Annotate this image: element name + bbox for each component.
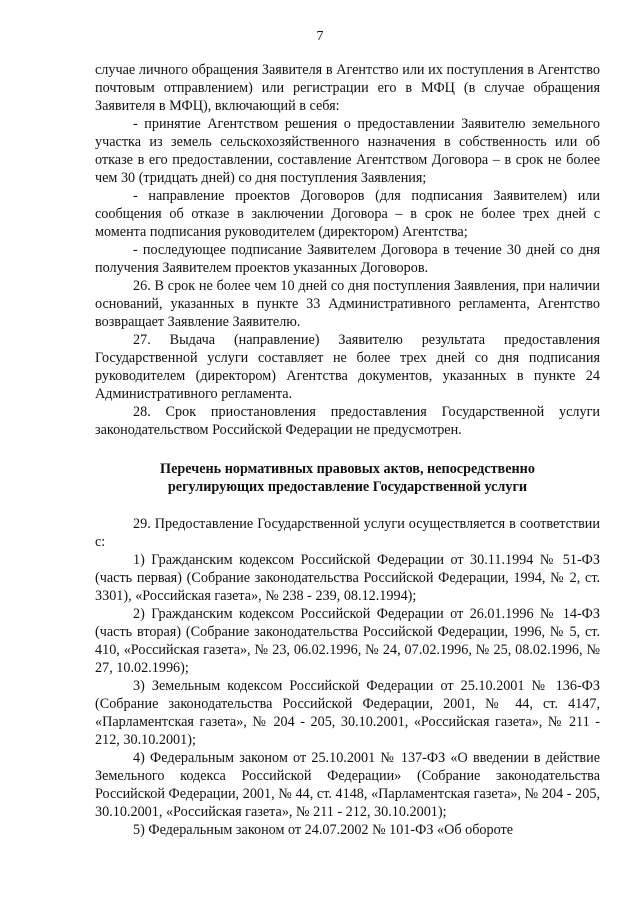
legal-act-item: 3) Земельным кодексом Российской Федерации от 25.10.2001 № 136-ФЗ (Собрание законодательства Российской Федерации, 2001, № 44, ст. 4147, «Парламентская газета», № 204 - 205, 30.10.2001, «Российская газета», № 211 - 212, 30.10.2001); (95, 678, 600, 748)
paragraph-clause-28: 28. Срок приостановления предоставления Государственной услуги законодательством Российской Федерации не предусмотрен. (95, 404, 600, 438)
section-heading (95, 460, 600, 496)
legal-act-item: 1) Гражданским кодексом Российской Федерации от 30.11.1994 № 51-ФЗ (часть первая) (Собрание законодательства Российской Федерации, 1994, № 2, ст. 3301), «Российская газета», № 238 - 239, 08.12.1994); (95, 552, 600, 604)
page-number: 7 (316, 29, 324, 44)
legal-act-item: 5) Федеральным законом от 24.07.2002 № 101-ФЗ «Об обороте (133, 822, 514, 838)
paragraph-clause-27: 27. Выдача (направление) Заявителю результата предоставления Государственной услуги составляет не более трех дней со дня подписания руководителем (директором) Агентства документов, указанных в пункте 24 Административного регламента. (95, 332, 600, 402)
paragraph-list-item: - принятие Агентством решения о предоставлении Заявителю земельного участка из земель сельскохозяйственного назначения в собственность или об отказе в его предоставлении, составление Агентством Договора – в срок не более чем 30 (тридцать дней) со дня поступления Заявления; (95, 116, 600, 186)
paragraph-continuation: случае личного обращения Заявителя в Агентство или их поступления в Агентство почтовым отправлением) или регистрации его в МФЦ (в случае обращения Заявителя в МФЦ), включающий в себя: (95, 62, 600, 114)
paragraph-clause-26: 26. В срок не более чем 10 дней со дня поступления Заявления, при наличии оснований, указанных в пункте 33 Административного регламента, Агентство возвращает Заявление Заявителю. (95, 278, 600, 330)
legal-act-item: 2) Гражданским кодексом Российской Федерации от 26.01.1996 № 14-ФЗ (часть вторая) (Собрание законодательства Российской Федерации, 1996, № 5, ст. 410, «Российская газета», № 23, 06.02.1996, № 24, 07.02.1996, № 25, 08.02.1996, № 27, 10.02.1996); (95, 606, 600, 676)
legal-act-item: 4) Федеральным законом от 25.10.2001 № 137-ФЗ «О введении в действие Земельного кодекса Российской Федерации» (Собрание законодательства Российской Федерации, 2001, № 44, ст. 4148, «Парламентская газета», № 204 - 205, 30.10.2001, «Российская газета», № 211 - 212, 30.10.2001); (95, 750, 600, 820)
paragraph-list-item: - последующее подписание Заявителем Договора в течение 30 дней со дня получения Заявителем проектов указанных Договоров. (95, 242, 600, 276)
section-heading-line: регулирующих предоставление Государственной услуги (167, 479, 528, 495)
document-body (95, 61, 600, 839)
paragraph-list-item: - направление проектов Договоров (для подписания Заявителем) или сообщения об отказе в заключении Договора – в срок не более трех дней с момента подписания руководителем (директором) Агентства; (95, 188, 600, 240)
paragraph-clause-29: 29. Предоставление Государственной услуги осуществляется в соответствии с: (95, 516, 600, 550)
section-heading-line: Перечень нормативных правовых актов, непосредственно (160, 461, 535, 477)
